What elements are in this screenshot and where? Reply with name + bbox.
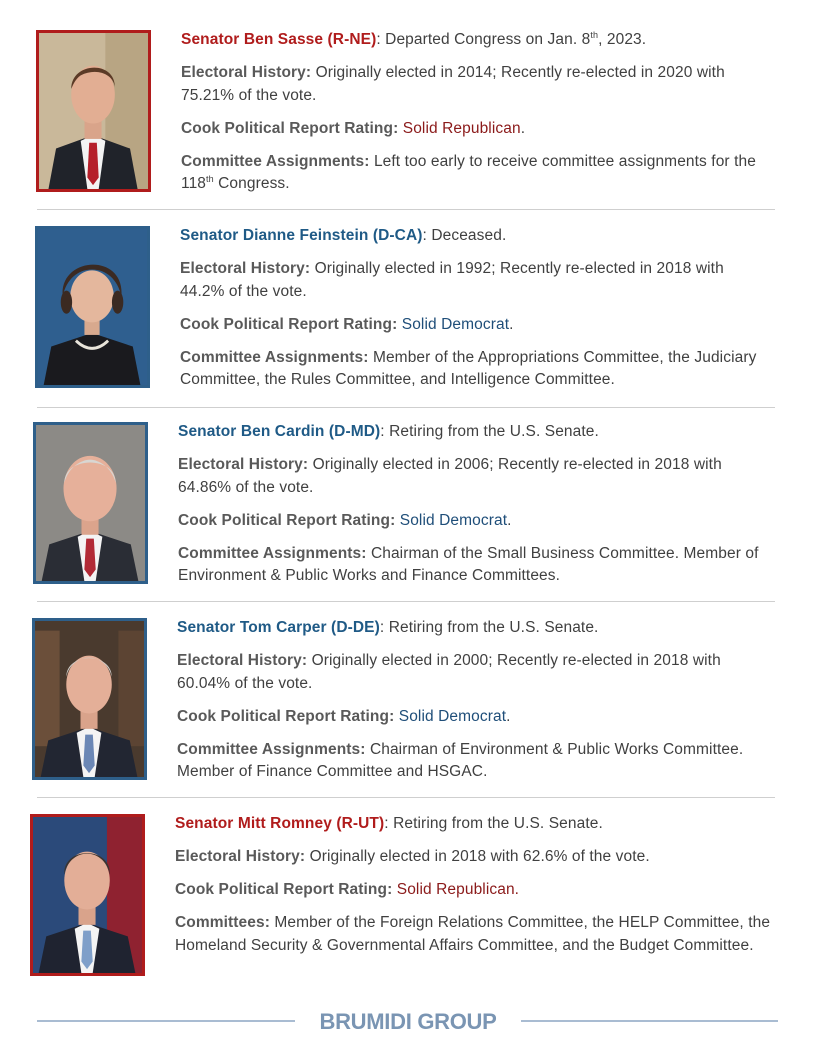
electoral-label: Electoral History:: [177, 652, 308, 669]
electoral-text: Originally elected in 2014; Recently re-elected in 2020 with 75.21% of the vote.: [181, 64, 725, 104]
committee-text: Chairman of the Small Business Committee. Member of Environment & Public Works and Finance Committees.: [178, 544, 759, 584]
committee-assignments: [180, 347, 772, 392]
rating-label: Cook Political Report Rating:: [175, 881, 393, 898]
senator-name: Senator Ben Sasse (R-NE): [181, 31, 377, 48]
electoral-history: [177, 650, 769, 695]
status: Retiring from the U.S. Senate.: [389, 423, 599, 440]
electoral-history: [178, 454, 723, 499]
status-tail: , 2023.: [598, 31, 647, 48]
footer-rule-right: [521, 1020, 778, 1022]
headline: Senator Mitt Romney (R-UT): Retiring from the U.S. Senate.: [175, 815, 603, 832]
rating-label: Cook Political Report Rating:: [178, 511, 396, 529]
rating: [175, 879, 775, 902]
rating-label: Cook Political Report Rating:: [180, 315, 398, 333]
senator-portrait: [32, 618, 147, 780]
electoral-label: Electoral History:: [178, 456, 309, 473]
rating-value: Solid Democrat: [398, 707, 507, 725]
electoral-text: Originally elected in 2018 with 62.6% of the vote.: [309, 848, 650, 865]
committee-superscript: th: [206, 174, 214, 184]
electoral-text: Originally elected in 1992; Recently re-elected in 2018 with 44.2% of the vote.: [180, 260, 724, 300]
electoral-label: Electoral History:: [181, 64, 312, 81]
committee-label: Committee Assignments:: [181, 152, 370, 170]
committee-label: Committee Assignments:: [177, 740, 366, 758]
status: Departed Congress on Jan. 8: [385, 31, 591, 48]
committee-text: Member of the Appropriations Committee, the Judiciary Committee, the Rules Committee, and Intelligence Committee.: [180, 348, 757, 388]
rating-label: Cook Political Report Rating:: [181, 119, 399, 137]
rating-value: Solid Republican: [402, 119, 521, 137]
divider: [37, 407, 775, 408]
rating: Cook Political Report Rating: Solid Republican.: [181, 119, 526, 137]
senator-portrait: [33, 422, 148, 584]
senator-portrait: [35, 226, 150, 388]
rating-value: Solid Republican.: [396, 881, 520, 898]
electoral-history: [181, 62, 771, 107]
committee-tail: Congress.: [213, 175, 290, 192]
status-superscript: th: [590, 30, 599, 40]
electoral-history: [180, 258, 772, 303]
senator-details: [175, 813, 775, 968]
senator-details: [181, 29, 771, 206]
rating-value: Solid Democrat: [401, 315, 510, 333]
electoral-text: Originally elected in 2000; Recently re-elected in 2018 with 60.04% of the vote.: [177, 652, 721, 692]
committee-text: Chairman of Environment & Public Works Committee. Member of Finance Committee and HSGAC.: [177, 740, 744, 780]
committee-label: Committee Assignments:: [178, 544, 367, 562]
rating: Cook Political Report Rating: Solid Democrat.: [180, 315, 514, 333]
headline: Senator Ben Cardin (D-MD): Retiring from the U.S. Senate.: [178, 423, 599, 440]
senator-details: [178, 421, 770, 598]
divider: [37, 601, 775, 602]
electoral-history: [175, 846, 775, 869]
rating: Cook Political Report Rating: Solid Democrat.: [178, 511, 512, 529]
brand-logo: BRUMIDI GROUP: [319, 1009, 497, 1034]
committee-text: Member of the Foreign Relations Committee, the HELP Committee, the Homeland Security & Governmental Affairs Committee, and the Budget Committee.: [175, 914, 771, 954]
senator-name: Senator Dianne Feinstein (D-CA): [180, 227, 423, 244]
status: Deceased.: [431, 227, 507, 244]
senator-name: Senator Ben Cardin (D-MD): [178, 423, 381, 440]
divider: [37, 209, 775, 210]
committee-assignments: [177, 739, 769, 784]
committee-assignments: [181, 151, 771, 196]
committee-label: Committee Assignments:: [180, 348, 369, 366]
senator-details: [177, 617, 769, 794]
electoral-label: Electoral History:: [175, 848, 306, 865]
senator-name: Senator Mitt Romney (R-UT): [175, 815, 385, 832]
committee-label: Committees:: [175, 914, 270, 931]
status: Retiring from the U.S. Senate.: [388, 619, 599, 636]
committee-assignments: [175, 912, 775, 957]
footer-rule-left: [37, 1020, 295, 1022]
committee-text: Left too early to receive committee assignments for the 118: [181, 152, 756, 192]
committee-assignments: [178, 543, 770, 588]
senator-portrait: [36, 30, 151, 192]
rating-label: Cook Political Report Rating:: [177, 707, 395, 725]
rating-value: Solid Democrat: [399, 511, 508, 529]
divider: [37, 797, 775, 798]
senator-details: [180, 225, 772, 402]
headline: Senator Ben Sasse (R-NE): Departed Congress on Jan. 8th, 2023.: [181, 30, 647, 48]
status: Retiring from the U.S. Senate.: [393, 815, 603, 832]
electoral-label: Electoral History:: [180, 260, 311, 277]
electoral-text: Originally elected in 2006; Recently re-elected in 2018 with 64.86% of the vote.: [178, 456, 722, 496]
senator-portrait: [30, 814, 145, 976]
headline: Senator Dianne Feinstein (D-CA): Deceased.: [180, 227, 507, 244]
headline: Senator Tom Carper (D-DE): Retiring from the U.S. Senate.: [177, 619, 599, 636]
rating: Cook Political Report Rating: Solid Democrat.: [177, 707, 511, 725]
senator-name: Senator Tom Carper (D-DE): [177, 619, 380, 636]
